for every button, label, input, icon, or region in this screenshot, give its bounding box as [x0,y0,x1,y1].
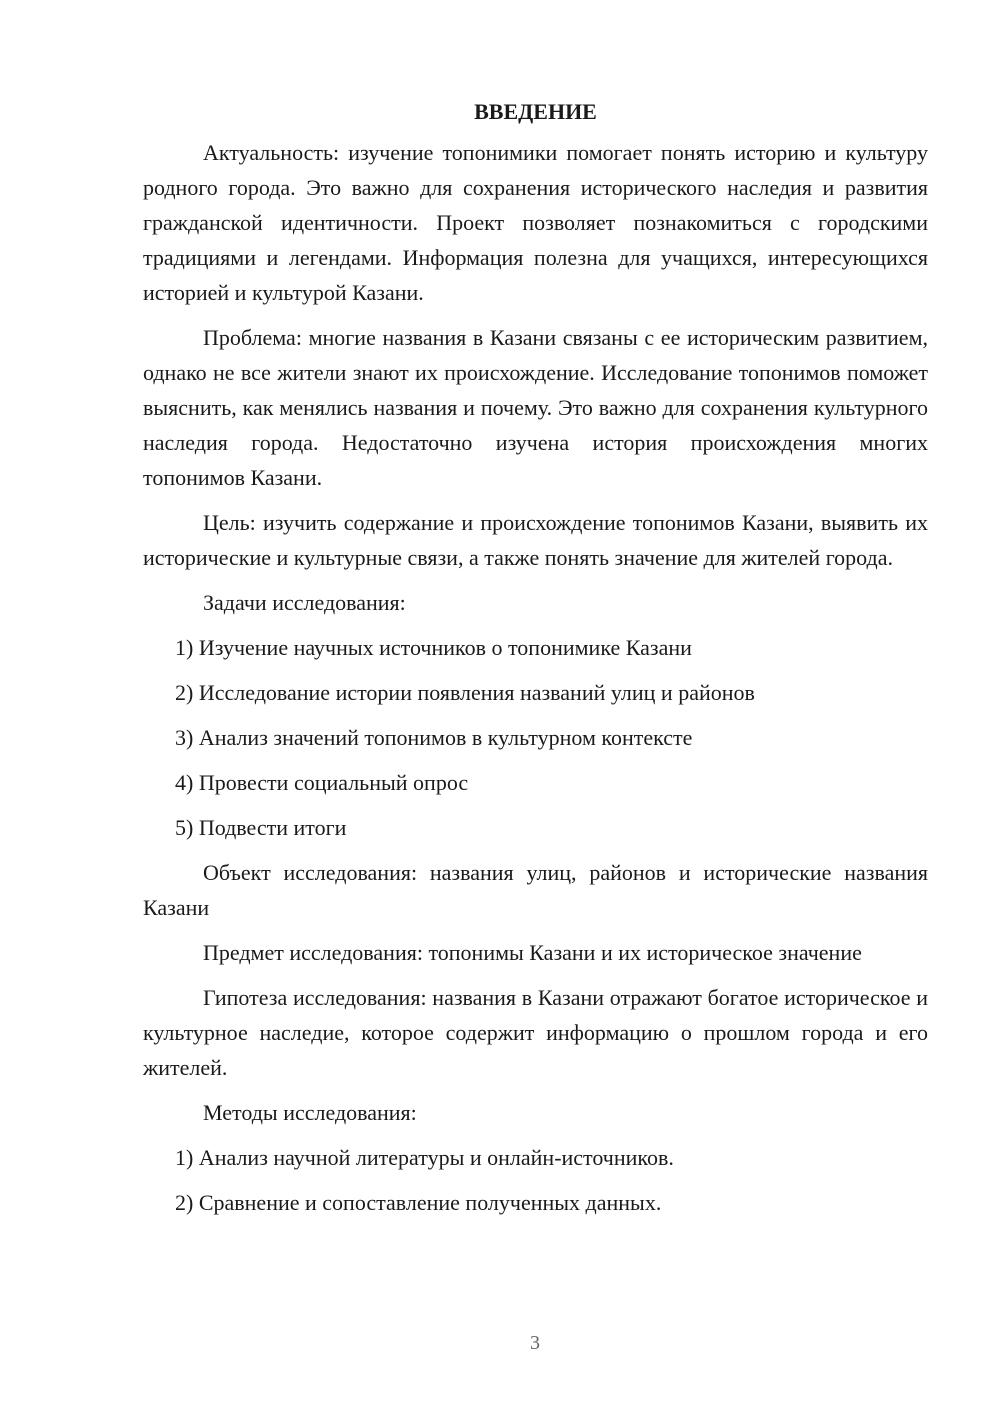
section-title: ВВЕДЕНИЕ [474,99,597,124]
task-item: 3) Анализ значений топонимов в культурном контексте [175,725,693,750]
object-paragraph: Объект исследования: названия улиц, районов и исторические названия Казани [143,860,928,920]
document-page [143,94,928,1230]
hypothesis-paragraph: Гипотеза исследования: названия в Казани отражают богатое историческое и культурное наследие, которое содержит информацию о прошлом города и его жителей. [143,985,928,1080]
tasks-heading: Задачи исследования: [203,590,406,615]
subject-paragraph: Предмет исследования: топонимы Казани и их историческое значение [203,940,862,965]
problem-paragraph: Проблема: многие названия в Казани связаны с ее историческим развитием, однако не все жители знают их происхождение. Исследование топонимов поможет выяснить, как менялись названия и почему. Это важно для сохранения культурного наследия города. Недостаточно изучена история происхождения многих топонимов Казани. [143,325,928,490]
task-item: 5) Подвести итоги [175,815,347,840]
page-number: 3 [530,1332,540,1354]
method-item: 1) Анализ научной литературы и онлайн-источников. [175,1145,674,1170]
task-item: 1) Изучение научных источников о топонимике Казани [175,635,692,660]
methods-heading: Методы исследования: [203,1100,417,1125]
relevance-paragraph: Актуальность: изучение топонимики помогает понять историю и культуру родного города. Это важно для сохранения исторического наследия и развития гражданской идентичности. Проект позволяет познакомиться с городскими традициями и легендами. Информация полезна для учащихся, интересующихся историей и культурой Казани. [143,140,928,305]
goal-paragraph: Цель: изучить содержание и происхождение топонимов Казани, выявить их исторические и культурные связи, а также понять значение для жителей города. [143,510,928,570]
task-item: 2) Исследование истории появления названий улиц и районов [175,680,755,705]
task-item: 4) Провести социальный опрос [175,770,469,795]
method-item: 2) Сравнение и сопоставление полученных данных. [175,1190,662,1215]
